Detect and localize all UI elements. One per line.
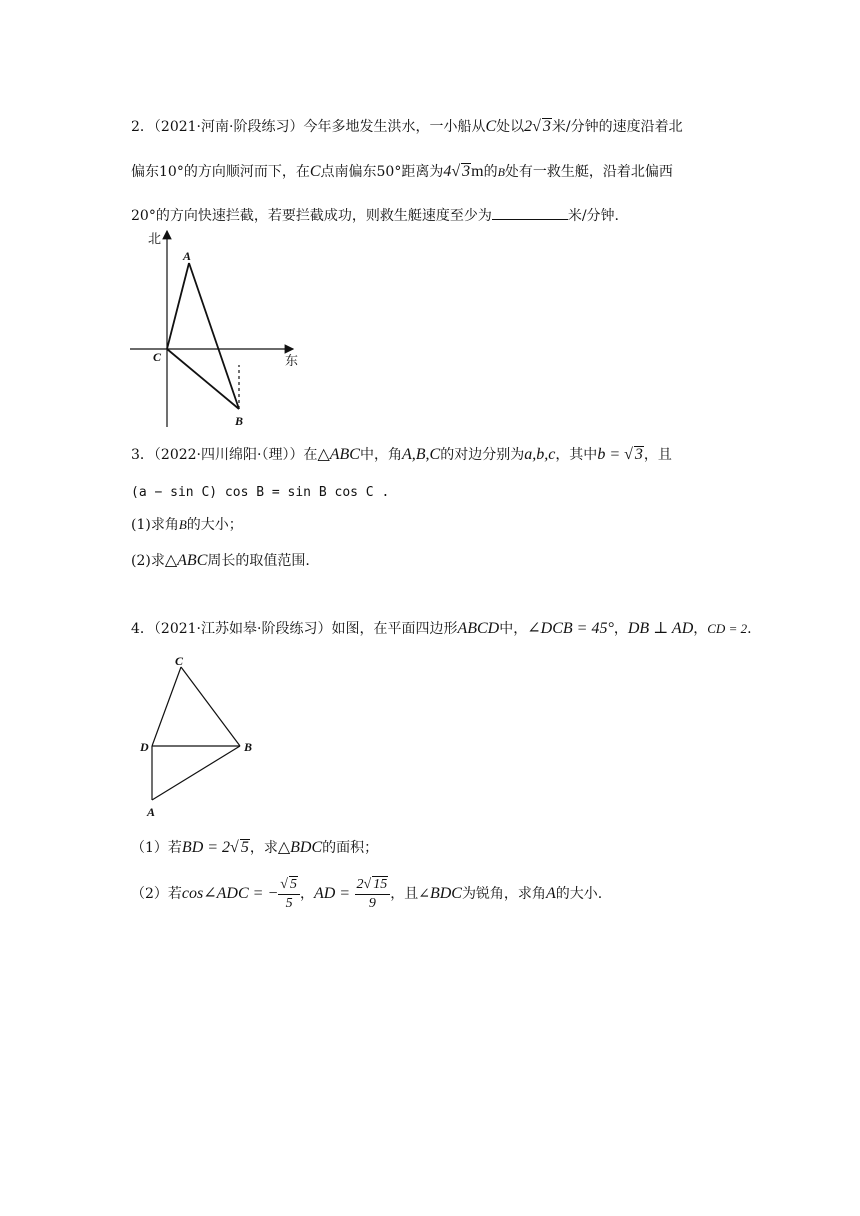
segment-cb: [181, 667, 240, 746]
q3-angles: A,B,C: [401, 446, 441, 463]
q2-text: 20°的方向快速拦截，若要拦截成功，则救生艇速度至少为: [131, 208, 492, 224]
q2-var-c: C: [309, 163, 321, 180]
q4-quadrilateral: ABCD: [457, 620, 500, 637]
q2-var-b: B: [497, 165, 505, 179]
q4-frac1-denominator: 5: [285, 895, 293, 911]
q2-text: 米/分钟的速度沿着北: [551, 119, 683, 135]
point-b-label: B: [235, 414, 244, 428]
q3-equation: (a − sin C) cos B = sin B cos C .: [131, 485, 390, 500]
point-a-label: A: [183, 249, 192, 263]
east-label: 东: [285, 353, 299, 368]
q4-cos-adc: cos∠ADC = −: [181, 885, 279, 902]
part-label: (2): [131, 553, 151, 569]
q3-part-1: [131, 515, 243, 535]
part-label: （1）: [131, 840, 168, 856]
q4-cd-length: CD = 2: [707, 621, 748, 636]
q3-b-value: b = √ 3: [597, 446, 643, 463]
part-label: （2）: [131, 886, 168, 902]
q4-text: 的面积；: [322, 840, 379, 856]
north-label: 北: [148, 231, 162, 246]
q3-var-b: B: [178, 517, 187, 532]
q4-bd-radicand: 5: [240, 839, 249, 856]
q4-line-1: [131, 619, 752, 639]
q4-angle-bdc: BDC: [429, 885, 462, 902]
q2-speed: 2√ 3: [524, 118, 551, 135]
q4-part-1: [131, 838, 378, 858]
q3-part-2: [131, 551, 310, 571]
q3-text: 的对边分别为: [440, 447, 525, 463]
q2-number: 2．: [131, 119, 154, 135]
q2-text: 处有一救生艇，沿着北偏西: [504, 164, 673, 180]
q3-text: 中，角: [359, 447, 402, 463]
point-c-label: C: [153, 350, 162, 364]
q4-frac2-coef: 2: [356, 876, 364, 892]
point-b-label: B: [244, 740, 253, 754]
q4-angle-dcb: ∠DCB = 45°: [527, 620, 614, 637]
q4-text: 的大小.: [555, 886, 603, 902]
q2-text: 点南偏东50°距离为: [320, 164, 444, 180]
q2-speed-coef: 2: [524, 118, 533, 135]
q4-text: ，求: [249, 840, 278, 856]
q4-text: ，: [613, 621, 628, 637]
point-c-label: C: [175, 654, 184, 668]
q3-text: 的大小；: [186, 517, 243, 533]
q2-text: 的: [483, 164, 498, 180]
q4-number: 4．: [131, 621, 154, 637]
q2-source: （2021·河南·阶段练习）: [153, 119, 304, 135]
q4-bd-coef: 2: [222, 839, 231, 856]
q3-number: 3．: [131, 447, 154, 463]
q3-text: 在: [303, 447, 318, 463]
q4-text: 若: [167, 886, 182, 902]
q3-text: ，且: [643, 447, 672, 463]
q4-text: 为锐角，求角: [461, 886, 546, 902]
segment-cd: [152, 667, 181, 746]
q3-triangle: △ABC: [164, 552, 208, 569]
q4-bd-eq: BD =: [181, 839, 219, 856]
q4-text: ，: [693, 621, 708, 637]
answer-blank[interactable]: [492, 205, 568, 220]
q3-text: 求: [150, 553, 165, 569]
q4-text: ，: [299, 886, 314, 902]
q2-text: 偏东10°的方向顺河而下，在: [131, 164, 310, 180]
q2-line-3: [131, 205, 619, 226]
q4-frac1-radicand: 5: [289, 876, 297, 892]
q4-triangle-bdc: △BDC: [277, 839, 323, 856]
q4-text: 中，: [499, 621, 528, 637]
q2-speed-radicand: 3: [542, 118, 551, 135]
q2-line-1: [131, 117, 683, 137]
q4-part-2: [131, 872, 602, 916]
q3-b-eq: b =: [597, 446, 621, 463]
q3-source: （2022·四川绵阳·（理））: [153, 447, 304, 463]
q3-b-radicand: 3: [634, 446, 643, 463]
segment-ab: [152, 746, 240, 800]
segment-ca: [167, 263, 189, 349]
q2-dist-radicand: 3: [462, 163, 471, 180]
q4-text: 若: [167, 840, 182, 856]
q3-triangle: △ABC: [317, 446, 360, 463]
q3-line-1: [131, 445, 672, 465]
q4-ad-eq: AD =: [313, 885, 351, 902]
part-label: (1): [131, 517, 151, 533]
point-a-label: A: [147, 805, 156, 819]
q3-text: ，其中: [555, 447, 598, 463]
q2-dist-coef: 4: [443, 163, 452, 180]
point-d-label: D: [140, 740, 149, 754]
q4-fraction-2sqrt15-over-9: $\frac{2√ 15}{9}$: [355, 876, 391, 913]
q4-fraction-sqrt5-over-5: $\frac{√ 5}{5}$: [278, 876, 300, 913]
q3-text: 求角: [150, 517, 179, 533]
q4-var-a: A: [545, 885, 556, 902]
q2-distance: 4√ 3m: [443, 163, 484, 180]
q2-line-2: [131, 162, 673, 182]
q2-text: 今年多地发生洪水，一小船从: [303, 119, 486, 135]
q2-text: 处以: [496, 119, 525, 135]
q4-text: .: [747, 621, 752, 637]
q4-source: （2021·江苏如皋·阶段练习）: [153, 621, 332, 637]
q2-var-c: C: [485, 118, 497, 135]
q2-text: 米/分钟.: [567, 208, 619, 224]
q4-text: ，且∠: [390, 886, 430, 902]
q4-bd-value: BD = 2√ 5: [181, 839, 249, 856]
q4-frac2-radicand: 15: [373, 876, 388, 892]
q3-sides: a,b,c: [524, 446, 556, 463]
q4-frac2-denominator: 9: [368, 895, 376, 911]
q4-figure: [135, 650, 275, 825]
q3-text: 周长的取值范围.: [207, 553, 310, 569]
q2-figure: [125, 225, 325, 435]
q2-dist-unit: m: [471, 163, 484, 180]
q4-text: 如图，在平面四边形: [331, 621, 458, 637]
q4-perpendicular: DB ⊥ AD: [627, 620, 694, 637]
